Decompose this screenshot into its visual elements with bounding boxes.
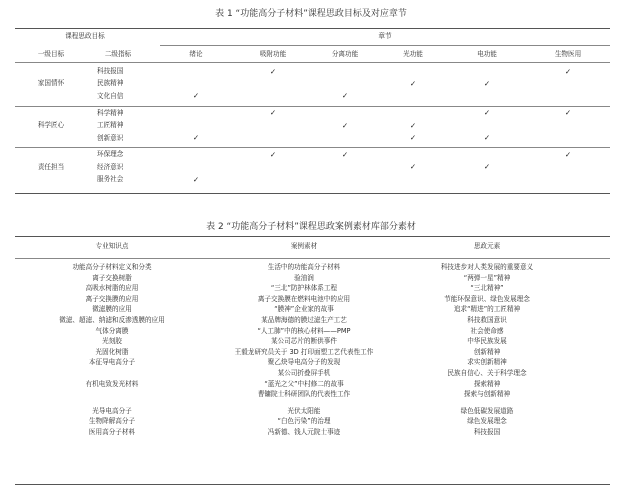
check-icon: ✓ xyxy=(564,149,572,159)
knowledge-point: 功能高分子材料定义和分类 xyxy=(72,263,152,271)
check-icon: ✓ xyxy=(269,66,277,76)
knowledge-point: 光刻胶 xyxy=(102,337,122,346)
check-icon: ✓ xyxy=(483,162,491,172)
ideology-element: 探索精神 xyxy=(473,379,501,388)
table-rule xyxy=(160,45,610,46)
check-icon: ✓ xyxy=(409,78,417,88)
knowledge-point: 生物降解高分子 xyxy=(88,417,136,426)
case-material: 验油润 xyxy=(294,273,314,282)
ideology-element: “两弹一星”精神 xyxy=(463,273,511,282)
level1-label: 责任担当 xyxy=(37,162,65,171)
level2-label: 民族精神 xyxy=(97,79,124,88)
ideology-element: “三北精神” xyxy=(470,284,504,293)
knowledge-point: 本征导电高分子 xyxy=(88,358,136,367)
check-icon: ✓ xyxy=(269,108,277,118)
level2-label: 科技报国 xyxy=(97,67,124,75)
table-rule xyxy=(15,106,610,107)
chapter-header: 分离功能 xyxy=(331,50,359,58)
level2-label: 科学精神 xyxy=(97,108,124,117)
case-material: 某公司芯片的断供事件 xyxy=(271,337,337,346)
chapter-header: 吸附功能 xyxy=(259,50,287,58)
case-material: “白色污染”的治理 xyxy=(277,417,331,426)
check-icon: ✓ xyxy=(409,120,417,130)
case-material: “膜神”企业家的故事 xyxy=(274,305,334,314)
case-material: 某品牌海德的膜过滤生产工艺 xyxy=(261,316,347,324)
table2-header: 专业知识点 xyxy=(95,242,129,250)
table-rule xyxy=(15,484,610,485)
col-level2: 二级指标 xyxy=(104,50,132,58)
check-icon: ✓ xyxy=(409,133,417,142)
case-material: “三北”防护林体系工程 xyxy=(270,284,338,293)
case-material: 冯新德、钱人元院士事迹 xyxy=(267,428,341,436)
ideology-element: 追求“精进”的工匠精神 xyxy=(453,305,521,314)
ideology-element: 民族自信心、关于科学理念 xyxy=(447,369,527,377)
level1-label: 家国情怀 xyxy=(37,79,65,88)
case-material: 光伏太阳能 xyxy=(287,406,321,415)
knowledge-point: 光导电高分子 xyxy=(92,406,132,415)
knowledge-point: 微滤、超滤、纳滤和反渗透膜的应用 xyxy=(59,316,165,324)
chapter-header: 电功能 xyxy=(477,50,497,58)
case-material: 王毅龙研究员关于 3D 打印面塑工艺代表性工作 xyxy=(234,347,374,356)
level2-label: 工匠精神 xyxy=(97,121,124,130)
table-rule xyxy=(15,147,610,148)
case-material: “蓝光之父”中村修二的故事 xyxy=(264,379,344,388)
check-icon: ✓ xyxy=(483,78,491,88)
knowledge-point: 离子交换膜的应用 xyxy=(85,294,139,303)
level2-label: 服务社会 xyxy=(97,175,124,184)
table-rule xyxy=(15,28,610,29)
check-icon: ✓ xyxy=(483,108,491,118)
case-material: 聚乙炔导电高分子的发现 xyxy=(267,358,341,367)
ideology-element: 科技救国意识 xyxy=(467,316,507,324)
chapter-header: 光功能 xyxy=(403,50,423,58)
check-icon: ✓ xyxy=(341,149,349,159)
case-material: “人工肺”中的核心材料——PMP xyxy=(257,326,351,335)
table1-caption: 表 1 “功能高分子材料”课程思政目标及对应章节 xyxy=(215,9,407,19)
knowledge-point: 医用高分子材料 xyxy=(88,428,136,436)
level2-label: 文化自信 xyxy=(97,91,124,100)
ideology-element: 探索与创新精神 xyxy=(463,390,511,399)
check-icon: ✓ xyxy=(483,133,491,142)
ideology-element: 科技报国 xyxy=(473,428,501,436)
goals-header: 课程思政目标 xyxy=(65,32,105,40)
case-material: 离子交换膜在燃料电池中的应用 xyxy=(257,294,351,303)
ideology-element: 节能环保意识、绿色发展理念 xyxy=(444,294,530,303)
knowledge-point: 光固化树脂 xyxy=(95,347,129,356)
chapter-header: 生物医用 xyxy=(554,50,582,58)
check-icon: ✓ xyxy=(192,133,200,142)
check-icon: ✓ xyxy=(192,91,200,101)
knowledge-point: 微滤膜的应用 xyxy=(92,305,132,314)
table-rule xyxy=(15,236,610,237)
table2-caption: 表 2 “功能高分子材料”课程思政案例素材库部分素材 xyxy=(206,222,416,232)
level2-label: 创新意识 xyxy=(97,133,124,142)
level2-label: 经济意识 xyxy=(97,162,124,171)
level1-label: 科学匠心 xyxy=(37,121,65,130)
case-material: 某公司折叠屏手机 xyxy=(277,369,331,377)
case-material: 生活中的功能高分子材料 xyxy=(267,263,341,271)
chapters-header: 章节 xyxy=(378,32,392,40)
knowledge-point: 有机电致发光材料 xyxy=(85,379,139,388)
check-icon: ✓ xyxy=(269,149,277,159)
level2-label: 环保理念 xyxy=(97,150,124,159)
table-rule xyxy=(15,193,610,194)
ideology-element: 中华民族发展 xyxy=(467,337,507,346)
knowledge-point: 离子交换树脂 xyxy=(92,273,132,282)
check-icon: ✓ xyxy=(564,66,572,76)
table2-header: 思政元素 xyxy=(473,242,501,250)
ideology-element: 社会使命感 xyxy=(470,326,504,335)
knowledge-point: 高吸水树脂的应用 xyxy=(85,284,139,293)
chapter-header: 绪论 xyxy=(189,50,203,58)
ideology-element: 创新精神 xyxy=(473,347,501,356)
check-icon: ✓ xyxy=(192,174,200,184)
ideology-element: 绿色低碳发展道路 xyxy=(460,406,514,415)
check-icon: ✓ xyxy=(409,162,417,172)
table2-header: 案例素材 xyxy=(290,242,318,250)
ideology-element: 科技进步对人类发展的重要意义 xyxy=(440,263,534,271)
case-material: 曹镛院士科研团队的代表性工作 xyxy=(257,390,351,399)
knowledge-point: 气体分离膜 xyxy=(95,326,129,335)
check-icon: ✓ xyxy=(341,91,349,101)
table-rule xyxy=(15,258,610,259)
ideology-element: 求实创新精神 xyxy=(467,358,507,367)
check-icon: ✓ xyxy=(341,120,349,130)
ideology-element: 绿色发展理念 xyxy=(467,417,507,426)
table-rule xyxy=(15,62,610,63)
col-level1: 一级目标 xyxy=(37,50,65,58)
check-icon: ✓ xyxy=(564,108,572,118)
